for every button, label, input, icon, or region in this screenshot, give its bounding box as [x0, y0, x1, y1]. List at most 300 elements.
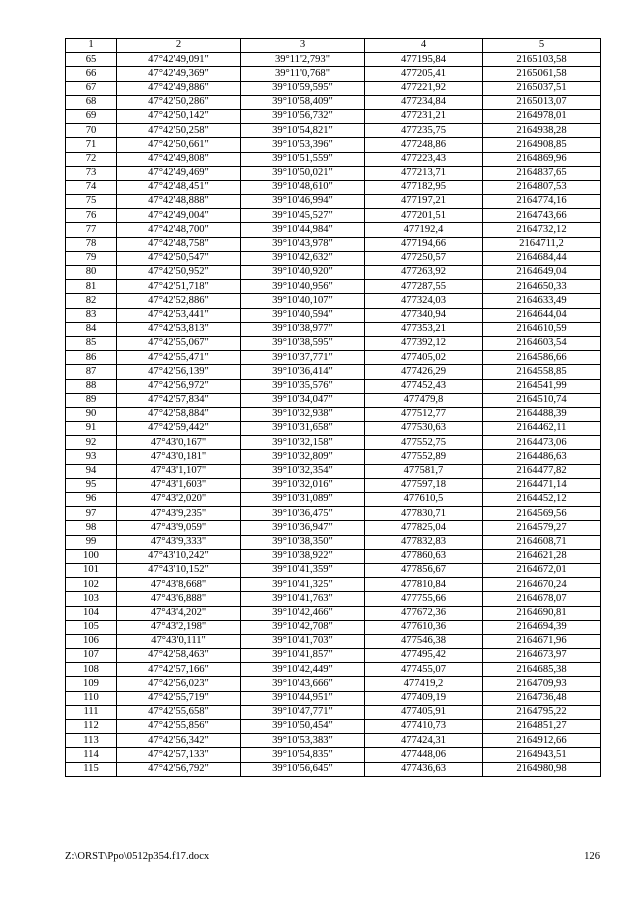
y-coordinate-cell: 2164558,85	[483, 365, 601, 379]
latitude-cell: 47°42'50,286"	[117, 95, 241, 109]
table-row	[66, 592, 601, 606]
table-row	[66, 493, 601, 507]
longitude-cell: 39°10'58,409"	[241, 95, 365, 109]
y-coordinate-cell: 2164978,01	[483, 109, 601, 123]
y-coordinate-cell: 2164980,98	[483, 762, 601, 776]
column-header-3: 3	[241, 39, 365, 53]
table-row	[66, 336, 601, 350]
point-number-cell: 83	[66, 308, 117, 322]
table-row	[66, 663, 601, 677]
x-coordinate-cell: 477597,18	[365, 478, 483, 492]
latitude-cell: 47°42'50,142"	[117, 109, 241, 123]
y-coordinate-cell: 2164837,65	[483, 166, 601, 180]
latitude-cell: 47°43'0,111"	[117, 634, 241, 648]
latitude-cell: 47°42'51,718"	[117, 280, 241, 294]
y-coordinate-cell: 2165103,58	[483, 53, 601, 67]
y-coordinate-cell: 2164670,24	[483, 578, 601, 592]
y-coordinate-cell: 2164732,12	[483, 223, 601, 237]
y-coordinate-cell: 2164671,96	[483, 634, 601, 648]
latitude-cell: 47°43'2,020"	[117, 493, 241, 507]
y-coordinate-cell: 2164795,22	[483, 705, 601, 719]
longitude-cell: 39°10'41,325"	[241, 578, 365, 592]
latitude-cell: 47°43'10,242"	[117, 549, 241, 563]
point-number-cell: 89	[66, 393, 117, 407]
longitude-cell: 39°11'2,793"	[241, 53, 365, 67]
longitude-cell: 39°10'50,454"	[241, 720, 365, 734]
table-row	[66, 563, 601, 577]
point-number-cell: 85	[66, 336, 117, 350]
table-row	[66, 422, 601, 436]
table-row	[66, 237, 601, 251]
x-coordinate-cell: 477221,92	[365, 81, 483, 95]
point-number-cell: 68	[66, 95, 117, 109]
y-coordinate-cell: 2164486,63	[483, 450, 601, 464]
latitude-cell: 47°42'48,888"	[117, 195, 241, 209]
longitude-cell: 39°10'43,666"	[241, 677, 365, 691]
table-row	[66, 294, 601, 308]
latitude-cell: 47°42'53,813"	[117, 322, 241, 336]
table-row	[66, 720, 601, 734]
latitude-cell: 47°42'56,023"	[117, 677, 241, 691]
x-coordinate-cell: 477192,4	[365, 223, 483, 237]
latitude-cell: 47°42'59,442"	[117, 422, 241, 436]
table-row	[66, 251, 601, 265]
y-coordinate-cell: 2165061,58	[483, 67, 601, 81]
column-header-1: 1	[66, 39, 117, 53]
table-row	[66, 762, 601, 776]
longitude-cell: 39°10'38,595"	[241, 336, 365, 350]
point-number-cell: 92	[66, 436, 117, 450]
longitude-cell: 39°10'56,645"	[241, 762, 365, 776]
x-coordinate-cell: 477830,71	[365, 507, 483, 521]
y-coordinate-cell: 2164477,82	[483, 464, 601, 478]
x-coordinate-cell: 477672,36	[365, 606, 483, 620]
latitude-cell: 47°43'9,333"	[117, 535, 241, 549]
x-coordinate-cell: 477263,92	[365, 266, 483, 280]
point-number-cell: 95	[66, 478, 117, 492]
table-row	[66, 138, 601, 152]
y-coordinate-cell: 2164603,54	[483, 336, 601, 350]
y-coordinate-cell: 2164452,12	[483, 493, 601, 507]
longitude-cell: 39°10'38,350"	[241, 535, 365, 549]
latitude-cell: 47°42'50,661"	[117, 138, 241, 152]
latitude-cell: 47°42'50,952"	[117, 266, 241, 280]
latitude-cell: 47°42'55,856"	[117, 720, 241, 734]
longitude-cell: 39°10'42,466"	[241, 606, 365, 620]
point-number-cell: 80	[66, 266, 117, 280]
table-row	[66, 620, 601, 634]
longitude-cell: 39°10'32,016"	[241, 478, 365, 492]
table-row	[66, 379, 601, 393]
y-coordinate-cell: 2164610,59	[483, 322, 601, 336]
latitude-cell: 47°43'9,059"	[117, 521, 241, 535]
latitude-cell: 47°42'58,463"	[117, 649, 241, 663]
longitude-cell: 39°10'43,978"	[241, 237, 365, 251]
x-coordinate-cell: 477195,84	[365, 53, 483, 67]
longitude-cell: 39°10'36,947"	[241, 521, 365, 535]
latitude-cell: 47°43'0,181"	[117, 450, 241, 464]
table-row	[66, 195, 601, 209]
point-number-cell: 73	[66, 166, 117, 180]
y-coordinate-cell: 2164938,28	[483, 124, 601, 138]
latitude-cell: 47°42'49,469"	[117, 166, 241, 180]
longitude-cell: 39°10'35,576"	[241, 379, 365, 393]
latitude-cell: 47°42'56,342"	[117, 734, 241, 748]
longitude-cell: 39°10'41,763"	[241, 592, 365, 606]
y-coordinate-cell: 2164633,49	[483, 294, 601, 308]
x-coordinate-cell: 477405,91	[365, 705, 483, 719]
latitude-cell: 47°42'55,067"	[117, 336, 241, 350]
x-coordinate-cell: 477419,2	[365, 677, 483, 691]
longitude-cell: 39°10'38,977"	[241, 322, 365, 336]
x-coordinate-cell: 477234,84	[365, 95, 483, 109]
table-row	[66, 578, 601, 592]
point-number-cell: 72	[66, 152, 117, 166]
table-row	[66, 266, 601, 280]
x-coordinate-cell: 477810,84	[365, 578, 483, 592]
longitude-cell: 39°10'36,475"	[241, 507, 365, 521]
x-coordinate-cell: 477610,5	[365, 493, 483, 507]
latitude-cell: 47°42'57,133"	[117, 748, 241, 762]
x-coordinate-cell: 477250,57	[365, 251, 483, 265]
point-number-cell: 86	[66, 351, 117, 365]
table-row	[66, 166, 601, 180]
table-row	[66, 606, 601, 620]
point-number-cell: 71	[66, 138, 117, 152]
point-number-cell: 103	[66, 592, 117, 606]
table-row	[66, 691, 601, 705]
point-number-cell: 108	[66, 663, 117, 677]
latitude-cell: 47°43'8,668"	[117, 578, 241, 592]
point-number-cell: 66	[66, 67, 117, 81]
x-coordinate-cell: 477213,71	[365, 166, 483, 180]
table-row	[66, 81, 601, 95]
x-coordinate-cell: 477552,75	[365, 436, 483, 450]
footer-file-path: Z:\ORST\Ppo\0512p354.f17.docx	[65, 851, 210, 862]
point-number-cell: 67	[66, 81, 117, 95]
longitude-cell: 39°10'34,047"	[241, 393, 365, 407]
latitude-cell: 47°43'9,235"	[117, 507, 241, 521]
x-coordinate-cell: 477205,41	[365, 67, 483, 81]
table-row	[66, 365, 601, 379]
point-number-cell: 113	[66, 734, 117, 748]
y-coordinate-cell: 2164678,07	[483, 592, 601, 606]
x-coordinate-cell: 477581,7	[365, 464, 483, 478]
latitude-cell: 47°42'48,700"	[117, 223, 241, 237]
table-body	[66, 53, 601, 777]
y-coordinate-cell: 2164743,66	[483, 209, 601, 223]
point-number-cell: 94	[66, 464, 117, 478]
x-coordinate-cell: 477825,04	[365, 521, 483, 535]
y-coordinate-cell: 2164462,11	[483, 422, 601, 436]
x-coordinate-cell: 477495,42	[365, 649, 483, 663]
x-coordinate-cell: 477324,03	[365, 294, 483, 308]
point-number-cell: 96	[66, 493, 117, 507]
x-coordinate-cell: 477410,73	[365, 720, 483, 734]
longitude-cell: 39°10'45,527"	[241, 209, 365, 223]
x-coordinate-cell: 477392,12	[365, 336, 483, 350]
x-coordinate-cell: 477452,43	[365, 379, 483, 393]
x-coordinate-cell: 477860,63	[365, 549, 483, 563]
table-row	[66, 649, 601, 663]
point-number-cell: 70	[66, 124, 117, 138]
latitude-cell: 47°42'49,369"	[117, 67, 241, 81]
latitude-cell: 47°42'48,451"	[117, 180, 241, 194]
x-coordinate-cell: 477610,36	[365, 620, 483, 634]
latitude-cell: 47°42'56,792"	[117, 762, 241, 776]
x-coordinate-cell: 477755,66	[365, 592, 483, 606]
x-coordinate-cell: 477512,77	[365, 407, 483, 421]
longitude-cell: 39°10'38,922"	[241, 549, 365, 563]
longitude-cell: 39°10'46,994"	[241, 195, 365, 209]
point-number-cell: 106	[66, 634, 117, 648]
y-coordinate-cell: 2164807,53	[483, 180, 601, 194]
table-row	[66, 280, 601, 294]
latitude-cell: 47°42'48,758"	[117, 237, 241, 251]
longitude-cell: 39°10'42,449"	[241, 663, 365, 677]
longitude-cell: 39°10'44,984"	[241, 223, 365, 237]
table-row	[66, 677, 601, 691]
y-coordinate-cell: 2164684,44	[483, 251, 601, 265]
latitude-cell: 47°42'49,808"	[117, 152, 241, 166]
y-coordinate-cell: 2164672,01	[483, 563, 601, 577]
x-coordinate-cell: 477409,19	[365, 691, 483, 705]
longitude-cell: 39°11'0,768"	[241, 67, 365, 81]
point-number-cell: 114	[66, 748, 117, 762]
table-row	[66, 351, 601, 365]
point-number-cell: 79	[66, 251, 117, 265]
table-row	[66, 521, 601, 535]
y-coordinate-cell: 2164471,14	[483, 478, 601, 492]
table-row	[66, 436, 601, 450]
table-row	[66, 95, 601, 109]
latitude-cell: 47°43'1,107"	[117, 464, 241, 478]
x-coordinate-cell: 477248,86	[365, 138, 483, 152]
latitude-cell: 47°42'49,886"	[117, 81, 241, 95]
table-row	[66, 549, 601, 563]
longitude-cell: 39°10'41,857"	[241, 649, 365, 663]
y-coordinate-cell: 2164644,04	[483, 308, 601, 322]
x-coordinate-cell: 477479,8	[365, 393, 483, 407]
longitude-cell: 39°10'54,821"	[241, 124, 365, 138]
latitude-cell: 47°43'1,603"	[117, 478, 241, 492]
y-coordinate-cell: 2164912,66	[483, 734, 601, 748]
longitude-cell: 39°10'31,658"	[241, 422, 365, 436]
table-row	[66, 223, 601, 237]
table-row	[66, 705, 601, 719]
point-number-cell: 75	[66, 195, 117, 209]
y-coordinate-cell: 2164650,33	[483, 280, 601, 294]
y-coordinate-cell: 2164649,04	[483, 266, 601, 280]
longitude-cell: 39°10'32,809"	[241, 450, 365, 464]
longitude-cell: 39°10'40,956"	[241, 280, 365, 294]
y-coordinate-cell: 2164908,85	[483, 138, 601, 152]
table-row	[66, 478, 601, 492]
point-number-cell: 115	[66, 762, 117, 776]
x-coordinate-cell: 477832,83	[365, 535, 483, 549]
longitude-cell: 39°10'36,414"	[241, 365, 365, 379]
point-number-cell: 112	[66, 720, 117, 734]
point-number-cell: 105	[66, 620, 117, 634]
point-number-cell: 76	[66, 209, 117, 223]
point-number-cell: 65	[66, 53, 117, 67]
x-coordinate-cell: 477530,63	[365, 422, 483, 436]
latitude-cell: 47°42'56,139"	[117, 365, 241, 379]
latitude-cell: 47°42'49,004"	[117, 209, 241, 223]
y-coordinate-cell: 2164473,06	[483, 436, 601, 450]
longitude-cell: 39°10'32,938"	[241, 407, 365, 421]
column-header-5: 5	[483, 39, 601, 53]
latitude-cell: 47°42'55,719"	[117, 691, 241, 705]
latitude-cell: 47°43'2,198"	[117, 620, 241, 634]
x-coordinate-cell: 477182,95	[365, 180, 483, 194]
page-content	[65, 38, 600, 777]
longitude-cell: 39°10'53,396"	[241, 138, 365, 152]
point-number-cell: 78	[66, 237, 117, 251]
table-row	[66, 407, 601, 421]
longitude-cell: 39°10'31,089"	[241, 493, 365, 507]
longitude-cell: 39°10'59,595"	[241, 81, 365, 95]
point-number-cell: 91	[66, 422, 117, 436]
point-number-cell: 98	[66, 521, 117, 535]
x-coordinate-cell: 477340,94	[365, 308, 483, 322]
x-coordinate-cell: 477197,21	[365, 195, 483, 209]
point-number-cell: 100	[66, 549, 117, 563]
longitude-cell: 39°10'41,359"	[241, 563, 365, 577]
point-number-cell: 110	[66, 691, 117, 705]
latitude-cell: 47°42'53,441"	[117, 308, 241, 322]
x-coordinate-cell: 477287,55	[365, 280, 483, 294]
x-coordinate-cell: 477405,02	[365, 351, 483, 365]
latitude-cell: 47°43'0,167"	[117, 436, 241, 450]
longitude-cell: 39°10'37,771"	[241, 351, 365, 365]
longitude-cell: 39°10'41,703"	[241, 634, 365, 648]
table-header-row	[66, 39, 601, 53]
point-number-cell: 87	[66, 365, 117, 379]
latitude-cell: 47°42'57,166"	[117, 663, 241, 677]
y-coordinate-cell: 2164709,93	[483, 677, 601, 691]
point-number-cell: 90	[66, 407, 117, 421]
longitude-cell: 39°10'32,158"	[241, 436, 365, 450]
point-number-cell: 109	[66, 677, 117, 691]
x-coordinate-cell: 477223,43	[365, 152, 483, 166]
x-coordinate-cell: 477552,89	[365, 450, 483, 464]
point-number-cell: 69	[66, 109, 117, 123]
longitude-cell: 39°10'40,920"	[241, 266, 365, 280]
longitude-cell: 39°10'32,354"	[241, 464, 365, 478]
column-header-4: 4	[365, 39, 483, 53]
table-row	[66, 634, 601, 648]
longitude-cell: 39°10'54,835"	[241, 748, 365, 762]
latitude-cell: 47°42'50,258"	[117, 124, 241, 138]
table-row	[66, 124, 601, 138]
point-number-cell: 101	[66, 563, 117, 577]
column-header-2: 2	[117, 39, 241, 53]
y-coordinate-cell: 2164774,16	[483, 195, 601, 209]
x-coordinate-cell: 477448,06	[365, 748, 483, 762]
y-coordinate-cell: 2164736,48	[483, 691, 601, 705]
y-coordinate-cell: 2164569,56	[483, 507, 601, 521]
point-number-cell: 82	[66, 294, 117, 308]
latitude-cell: 47°42'52,886"	[117, 294, 241, 308]
y-coordinate-cell: 2164608,71	[483, 535, 601, 549]
coordinates-table	[65, 38, 601, 777]
x-coordinate-cell: 477353,21	[365, 322, 483, 336]
point-number-cell: 88	[66, 379, 117, 393]
table-row	[66, 67, 601, 81]
latitude-cell: 47°42'57,834"	[117, 393, 241, 407]
footer-page-number: 126	[584, 851, 600, 862]
longitude-cell: 39°10'44,951"	[241, 691, 365, 705]
table-row	[66, 180, 601, 194]
point-number-cell: 102	[66, 578, 117, 592]
table-row	[66, 464, 601, 478]
point-number-cell: 74	[66, 180, 117, 194]
latitude-cell: 47°42'55,658"	[117, 705, 241, 719]
x-coordinate-cell: 477424,31	[365, 734, 483, 748]
point-number-cell: 81	[66, 280, 117, 294]
table-row	[66, 322, 601, 336]
point-number-cell: 97	[66, 507, 117, 521]
longitude-cell: 39°10'47,771"	[241, 705, 365, 719]
table-row	[66, 308, 601, 322]
latitude-cell: 47°42'50,547"	[117, 251, 241, 265]
latitude-cell: 47°42'58,884"	[117, 407, 241, 421]
longitude-cell: 39°10'48,610"	[241, 180, 365, 194]
latitude-cell: 47°42'49,091"	[117, 53, 241, 67]
x-coordinate-cell: 477194,66	[365, 237, 483, 251]
y-coordinate-cell: 2165013,07	[483, 95, 601, 109]
y-coordinate-cell: 2164869,96	[483, 152, 601, 166]
longitude-cell: 39°10'42,632"	[241, 251, 365, 265]
table-row	[66, 734, 601, 748]
point-number-cell: 104	[66, 606, 117, 620]
latitude-cell: 47°43'4,202"	[117, 606, 241, 620]
y-coordinate-cell: 2164690,81	[483, 606, 601, 620]
x-coordinate-cell: 477546,38	[365, 634, 483, 648]
y-coordinate-cell: 2164579,27	[483, 521, 601, 535]
table-row	[66, 393, 601, 407]
x-coordinate-cell: 477455,07	[365, 663, 483, 677]
longitude-cell: 39°10'42,708"	[241, 620, 365, 634]
table-row	[66, 53, 601, 67]
table-row	[66, 109, 601, 123]
x-coordinate-cell: 477201,51	[365, 209, 483, 223]
point-number-cell: 77	[66, 223, 117, 237]
table-row	[66, 209, 601, 223]
y-coordinate-cell: 2164851,27	[483, 720, 601, 734]
y-coordinate-cell: 2164694,39	[483, 620, 601, 634]
x-coordinate-cell: 477426,29	[365, 365, 483, 379]
point-number-cell: 111	[66, 705, 117, 719]
table-row	[66, 748, 601, 762]
y-coordinate-cell: 2164510,74	[483, 393, 601, 407]
longitude-cell: 39°10'50,021"	[241, 166, 365, 180]
longitude-cell: 39°10'40,594"	[241, 308, 365, 322]
y-coordinate-cell: 2164621,28	[483, 549, 601, 563]
longitude-cell: 39°10'51,559"	[241, 152, 365, 166]
point-number-cell: 93	[66, 450, 117, 464]
table-row	[66, 152, 601, 166]
y-coordinate-cell: 2164586,66	[483, 351, 601, 365]
point-number-cell: 84	[66, 322, 117, 336]
x-coordinate-cell: 477856,67	[365, 563, 483, 577]
y-coordinate-cell: 2164541,99	[483, 379, 601, 393]
latitude-cell: 47°42'55,471"	[117, 351, 241, 365]
latitude-cell: 47°43'10,152"	[117, 563, 241, 577]
y-coordinate-cell: 2164488,39	[483, 407, 601, 421]
latitude-cell: 47°43'6,888"	[117, 592, 241, 606]
